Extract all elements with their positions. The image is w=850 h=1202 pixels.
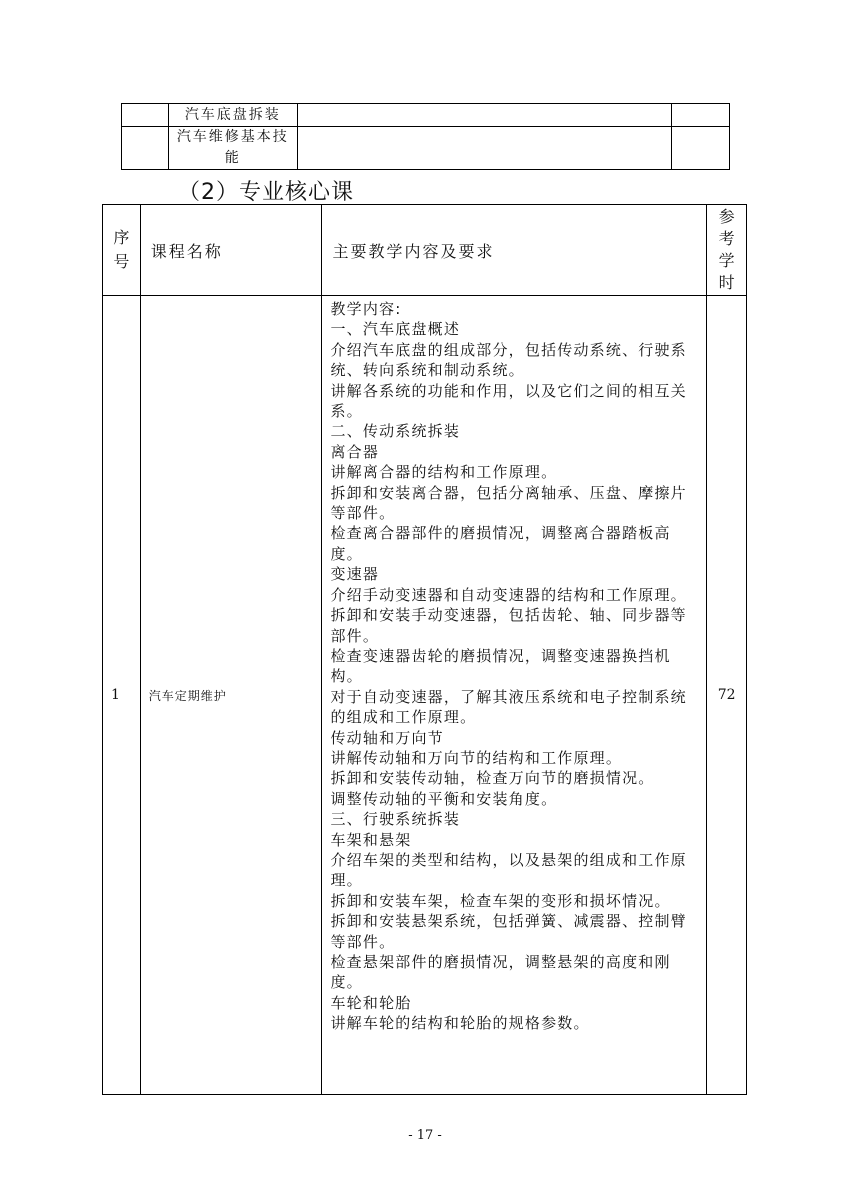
content-line: 变速器 (330, 565, 380, 584)
content-line: 度。 (330, 544, 363, 563)
content-line: 检查变速器齿轮的磨损情况，调整变速器换挡机 (330, 646, 671, 665)
course-content-cell (322, 296, 707, 1095)
content-line: 等部件。 (330, 504, 396, 523)
course-name-cell: 汽车定期维护 (140, 296, 322, 1095)
table-cell (672, 104, 730, 127)
content-line: 对于自动变速器，了解其液压系统和电子控制系统 (330, 687, 687, 706)
content-line: 教学内容: (330, 300, 402, 318)
content-line: 一、汽车底盘概述 (330, 320, 461, 339)
content-line: 车架和悬架 (330, 830, 412, 849)
table-cell (122, 127, 169, 170)
section-heading: （2）专业核心课 (178, 180, 354, 205)
table-cell (297, 127, 671, 170)
seq-cell: 1 (103, 296, 141, 1095)
seq-header: 序 号 (103, 205, 141, 296)
table-cell (672, 127, 730, 170)
content-line: 系。 (330, 402, 363, 421)
content-line: 统、转向系统和制动系统。 (330, 361, 525, 380)
header-row (103, 205, 747, 296)
content-header: 主要教学内容及要求 (322, 205, 707, 296)
content-line: 三、行驶系统拆装 (330, 810, 461, 829)
table-cell (297, 104, 671, 127)
content-line: 介绍手动变速器和自动变速器的结构和工作原理。 (330, 585, 687, 604)
content-line: 的组成和工作原理。 (330, 708, 477, 727)
content-line: 讲解离合器的结构和工作原理。 (330, 463, 558, 482)
content-line: 讲解各系统的功能和作用，以及它们之间的相互关 (330, 381, 687, 400)
table-row (122, 104, 730, 127)
content-line: 理。 (330, 871, 363, 890)
course-name-header: 课程名称 (140, 205, 322, 296)
content-line: 拆卸和安装离合器，包括分离轴承、压盘、摩擦片 (330, 483, 687, 502)
course-name-cell (168, 127, 297, 170)
content-line: 传动轴和万向节 (330, 728, 444, 747)
content-line: 度。 (330, 973, 363, 992)
content-line: 讲解车轮的结构和轮胎的规格参数。 (330, 1014, 590, 1033)
content-line: 离合器 (330, 442, 380, 461)
content-line: 检查悬架部件的磨损情况，调整悬架的高度和刚 (330, 953, 671, 971)
hours-header: 参 考 学 时 (707, 205, 747, 296)
content-line: 调整传动轴的平衡和安装角度。 (330, 789, 558, 808)
page-number: - 17 - (408, 1128, 442, 1143)
content-line: 介绍车架的类型和结构，以及悬架的组成和工作原 (330, 850, 687, 869)
course-name-cell: 汽车底盘拆装 (168, 104, 297, 127)
content-line: 车轮和轮胎 (330, 993, 412, 1012)
table-row (103, 296, 747, 1095)
content-line: 等部件。 (330, 932, 396, 951)
content-line: 拆卸和安装传动轴，检查万向节的磨损情况。 (330, 769, 655, 788)
content-line: 介绍汽车底盘的组成部分，包括传动系统、行驶系 (330, 340, 687, 359)
table-cell (122, 104, 169, 127)
content-line: 检查离合器部件的磨损情况，调整离合器踏板高 (330, 524, 671, 543)
content-line: 拆卸和安装手动变速器，包括齿轮、轴、同步器等 (330, 606, 687, 625)
content-line: 二、传动系统拆装 (330, 422, 461, 441)
continued-course-table (121, 103, 730, 170)
hours-cell: 72 (707, 296, 747, 1095)
course-name-line: 能 (224, 150, 241, 166)
content-line: 构。 (330, 667, 363, 686)
content-line: 讲解传动轴和万向节的结构和工作原理。 (330, 748, 623, 767)
course-name-line: 汽车维修基本技 (176, 129, 289, 145)
content-line: 拆卸和安装车架，检查车架的变形和损坏情况。 (330, 891, 671, 910)
core-course-table (102, 204, 747, 1095)
table-row (122, 127, 730, 170)
content-line: 部件。 (330, 626, 380, 645)
content-line: 拆卸和安装悬架系统，包括弹簧、减震器、控制臂 (330, 912, 687, 931)
